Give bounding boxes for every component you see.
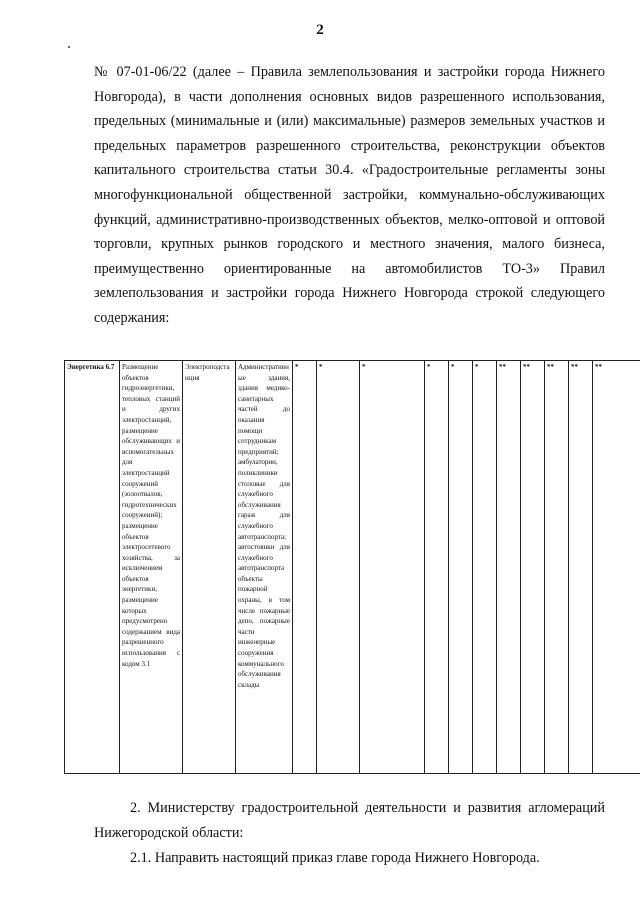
use-code-cell: Энергетика 6.7 <box>65 361 120 774</box>
parameter-mark-cell: * <box>473 361 497 774</box>
table-row <box>65 361 640 774</box>
parameter-mark-cell: * <box>293 361 317 774</box>
object-name-cell: Электроподстанция <box>183 361 236 774</box>
paragraph-2: 2. Министерству градостроительной деятельности и развития агломераций Нижегородской области: <box>94 800 605 841</box>
use-description-cell: Размещение объектов гидроэнергетики, тепловых станций и других электростанций, размещение обслуживающих и вспомогательных для электростанций сооружений (золоотвалов, гидротехнических сооружений); размещение объектов электросетевого хозяйства, за исключением объектов энергетики, размещение которых предусмотрено содержанием вида разрешенного использования с кодом 3.1 <box>120 361 183 774</box>
intro-paragraph: № 07-01-06/22 (далее – Правила землепользования и застройки города Нижнего Новгорода), в части дополнения основных видов разрешенного использования, предельных (минимальные и (или) максимальные) размеров земельных участков и предельных параметров разрешенного строительства, реконструкции объектов капитального строительства статьи 30.4. «Градостроительные регламенты зоны многофункциональной общественной застройки, коммунально-обслуживающих функций, административно-производственных объектов, мелко-оптовой и оптовой торговли, крупных рынков городского и местного значения, малого бизнеса, преимущественно ориентированные на автомобилистов ТО-3» Правил землепользования и застройки города Нижнего Новгорода строкой следующего содержания: <box>94 64 605 326</box>
scan-speck <box>68 46 70 48</box>
parameter-mark-cell: * <box>360 361 425 774</box>
parameter-mark-cell: * <box>425 361 449 774</box>
parameter-mark-cell: ** <box>569 361 593 774</box>
parameter-mark-cell: ** <box>593 361 640 774</box>
parameter-mark-cell: ** <box>545 361 569 774</box>
parameter-mark-cell: ** <box>497 361 521 774</box>
parameter-mark-cell: ** <box>521 361 545 774</box>
regulation-table <box>64 360 640 774</box>
parameter-mark-cell: * <box>449 361 473 774</box>
page-number: 2 <box>316 22 324 38</box>
auxiliary-uses-cell: Административные здания, здания медико-санитарных частей до оказания помощи сотрудникам предприятий; амбулатории, поликлиники столовые для служебного обслуживания гараж для служебного автотранспорта; автостоянки для служебного автотранспорта объекты пожарной охраны, в том числе пожарные депо, пожарные части инженерные сооружения коммунального обслуживания склады <box>236 361 293 774</box>
paragraph-2-1: 2.1. Направить настоящий приказ главе города Нижнего Новгорода. <box>130 850 540 866</box>
parameter-mark-cell: * <box>317 361 360 774</box>
